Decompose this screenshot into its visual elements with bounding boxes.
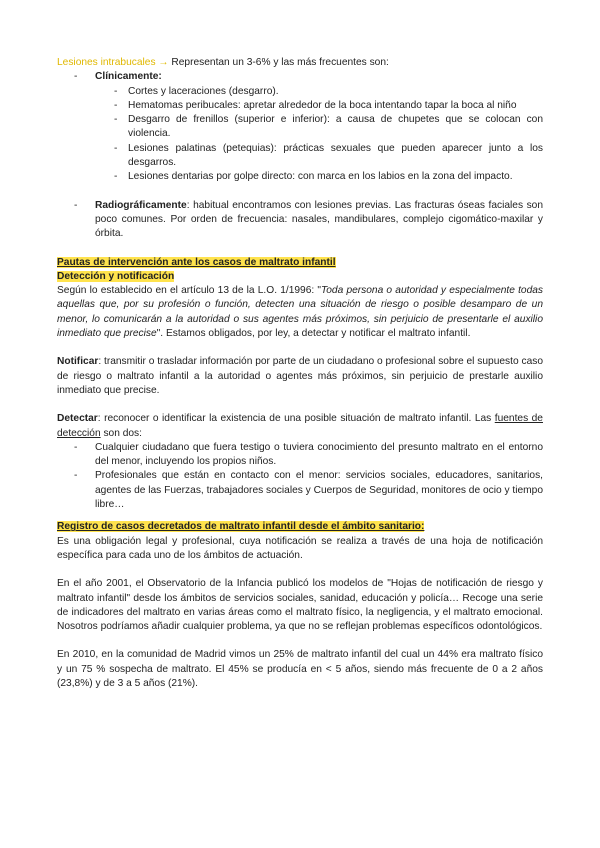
articulo-paragraph: Según lo establecido en el artículo 13 de la L.O. 1/1996: "Toda persona o autoridad y especialmente todas aquellas que, por su profesión o función, detecten una situación de riesgo o posible desamparo de un menor, lo comunicarán a la autoridad o sus agentes más próximos, sin perjuicio de presentarle el auxilio inmediato que precise". Estamos obligados, por ley, a detectar y notificar el maltrato infantil.: [57, 285, 543, 340]
spacer: [57, 512, 543, 520]
registro-heading: Registro de casos decretados de maltrato infantil desde el ámbito sanitario:: [57, 521, 425, 533]
list-item: - Lesiones palatinas (petequias): prácticas sexuales que pueden aparecer junto a los desgarros.: [57, 142, 543, 171]
spacer: [57, 341, 543, 355]
spacer: [57, 563, 543, 577]
notificar-paragraph: Notificar: transmitir o trasladar información por parte de un ciudadano o profesional sobre el supuesto caso de riesgo o maltrato infantil a la autoridad o agentes más próximos, sin perjuicio de prestarle auxilio inmediato que precise.: [57, 356, 543, 396]
list-item: - Lesiones dentarias por golpe directo: con marca en los labios en la zona del impacto.: [57, 170, 543, 184]
intrabucales-list: [57, 70, 543, 184]
list-item: - Cualquier ciudadano que fuera testigo o tuviera conocimiento del presunto maltrato en el entorno del menor, incluyendo los propios niños.: [57, 441, 543, 470]
radiografico-list: [57, 199, 543, 242]
intrabucales-title: Lesiones intrabucales →: [57, 57, 169, 68]
list-item: - Hematomas peribucales: apretar alrededor de la boca intentando tapar la boca al niño: [57, 99, 543, 113]
spacer: [57, 398, 543, 412]
list-item: - Radiográficamente: habitual encontramos con lesiones previas. Las fracturas óseas faciales son poco comunes. Por orden de frecuencia: nasales, mandibulares, complejo cigomático-maxilar y órbita.: [57, 199, 543, 242]
intrabucales-intro: Lesiones intrabucales → Representan un 3-6% y las más frecuentes son:: [57, 57, 389, 68]
detectar-paragraph: Detectar: reconocer o identificar la existencia de una posible situación de maltrato infantil. Las fuentes de detección son dos:: [57, 413, 543, 439]
spacer: [57, 242, 543, 256]
clinico-list: [57, 85, 543, 185]
spacer: [57, 185, 543, 199]
pautas-subheading: Detección y notificación: [57, 270, 175, 282]
fuentes-list: [57, 441, 543, 512]
list-item: - Clínicamente: - Cortes y laceraciones (desgarro). - Hematomas peribucales: apretar alrededor de la boca intentando tapar la boca al niño - Desgarro de frenillos (superior e inferior): a causa de chupetes que se colocan con violencia. - Lesiones palatinas (petequias): prácticas sexuales que pueden aparecer junto a los desgarros. - Lesiones dentarias por golpe directo: con marca en los labios en la zona del impacto.: [57, 70, 543, 184]
registro-paragraph-3: En 2010, en la comunidad de Madrid vimos un 25% de maltrato infantil del cual un 44% era maltrato físico y un 75 % sospecha de maltrato. El 45% se producía en < 5 años, siendo más frecuente de 0 a 2 años (23,8%) y de 3 a 5 años (21%).: [57, 649, 543, 689]
list-item: - Profesionales que están en contacto con el menor: servicios sociales, educadores, sanitarios, agentes de las Fuerzas, trabajadores sociales y Cuerpos de Seguridad, monitores de ocio y tiempo libre…: [57, 469, 543, 512]
spacer: [57, 634, 543, 648]
registro-paragraph-2: En el año 2001, el Observatorio de la Infancia publicó los modelos de "Hojas de notificación de riesgo y maltrato infantil" desde los ámbitos de servicios sociales, sanidad, educación y policía… Recoge una serie de indicadores del maltrato en varias áreas como el maltrato físico, la negligencia, y el maltrato emocional. Nosotros podríamos añadir cualquier problema, ya que no se reflejan problemas específicos odontológicos.: [57, 578, 543, 633]
registro-paragraph-1: Es una obligación legal y profesional, cuya notificación se realiza a través de una hoja de notificación específica para cada uno de los ámbitos de actuación.: [57, 535, 543, 561]
pautas-heading: Pautas de intervención ante los casos de maltrato infantil: [57, 256, 336, 268]
list-item: - Desgarro de frenillos (superior e inferior): a causa de chupetes que se colocan con violencia.: [57, 113, 543, 142]
list-item: - Cortes y laceraciones (desgarro).: [57, 85, 543, 99]
document-page: [57, 56, 543, 691]
